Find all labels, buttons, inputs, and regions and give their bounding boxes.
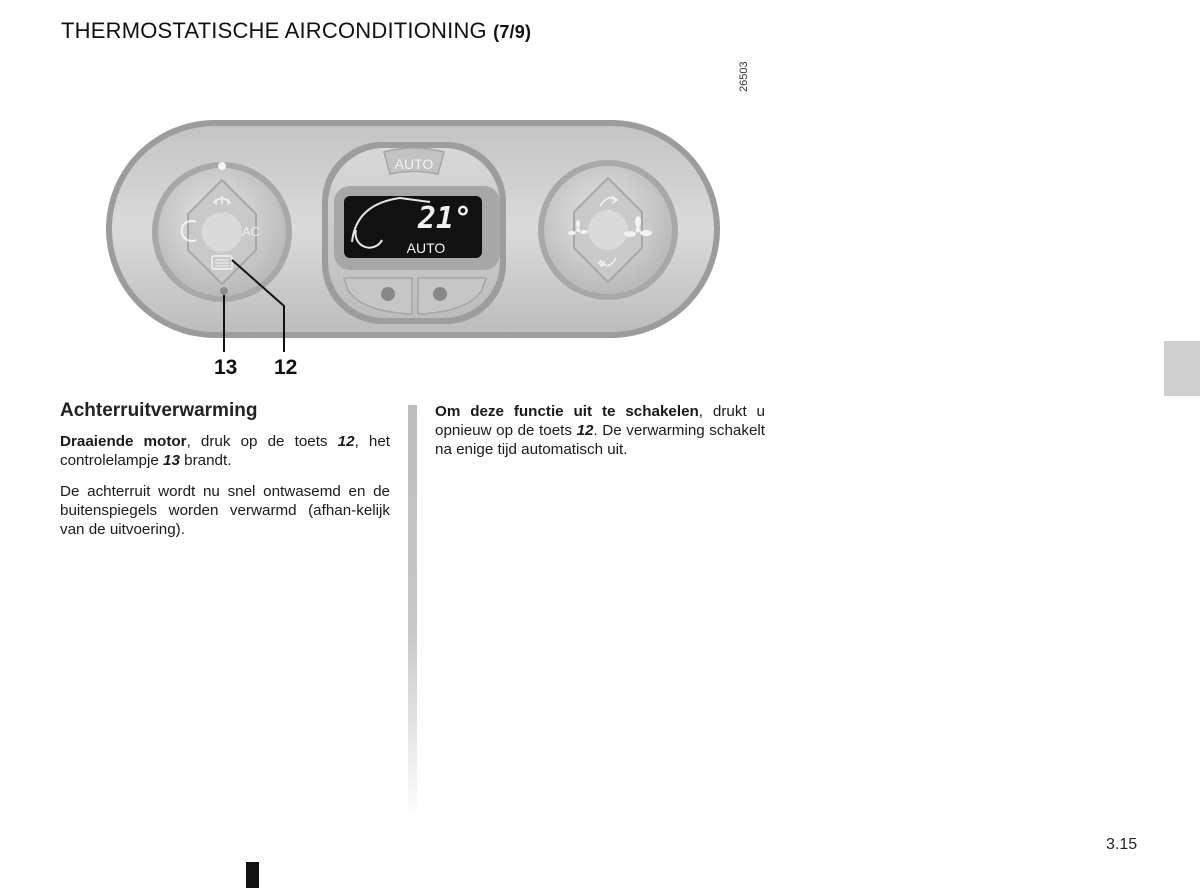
paragraph-demisting: De achterruit wordt nu snel ontwasemd en de buitenspiegels worden verwarmd (afhan-kelijk van de uitvoering). — [60, 483, 390, 538]
ac-label: AC — [242, 224, 261, 239]
text-segment: , drukt u opnieuw op de toets — [435, 403, 765, 439]
lead-switch-off: Om deze functie uit te schakelen — [435, 403, 699, 420]
callout-label-12: 12 — [274, 356, 298, 379]
page-title-part: (7/9) — [493, 22, 532, 42]
display-mode: AUTO — [406, 240, 446, 256]
left-knob[interactable] — [152, 162, 292, 302]
auto-button-label: AUTO — [394, 156, 434, 172]
page-title — [61, 18, 531, 44]
page-title-text: THERMOSTATISCHE AIRCONDITIONING — [61, 18, 487, 43]
callout-label-13: 13 — [214, 356, 238, 379]
climate-control-panel-illustration — [100, 110, 730, 390]
key-reference: 12 — [576, 422, 594, 439]
paragraph-engine-running — [60, 432, 390, 470]
text-segment: , het controlelampje — [60, 433, 391, 469]
figure-reference-code: 26503 — [738, 61, 750, 92]
section-heading: Achterruitverwarming — [60, 400, 258, 421]
key-reference: 12 — [337, 433, 355, 450]
text-segment: brandt. — [179, 452, 232, 469]
lamp-reference: 13 — [163, 452, 180, 469]
paragraph-switch-off — [435, 402, 765, 459]
text-segment: , druk op de toets — [186, 433, 338, 450]
column-divider — [408, 405, 417, 820]
indicator-lamp-13 — [220, 287, 228, 295]
right-column — [435, 402, 765, 471]
indicator-lamp-top — [218, 162, 226, 170]
auto-button[interactable] — [384, 148, 444, 174]
lead-engine-running: Draaiende motor — [60, 433, 187, 450]
center-unit — [322, 142, 506, 324]
page-number: 3.15 — [1106, 836, 1138, 853]
display-temperature: 21° — [417, 201, 472, 236]
left-column — [60, 400, 390, 551]
print-crop-mark — [246, 862, 259, 888]
chapter-tab-marker — [1164, 341, 1200, 396]
text-segment: . De verwarming schakelt na enige tijd automatisch uit. — [435, 422, 766, 458]
right-knob[interactable] — [538, 160, 678, 300]
